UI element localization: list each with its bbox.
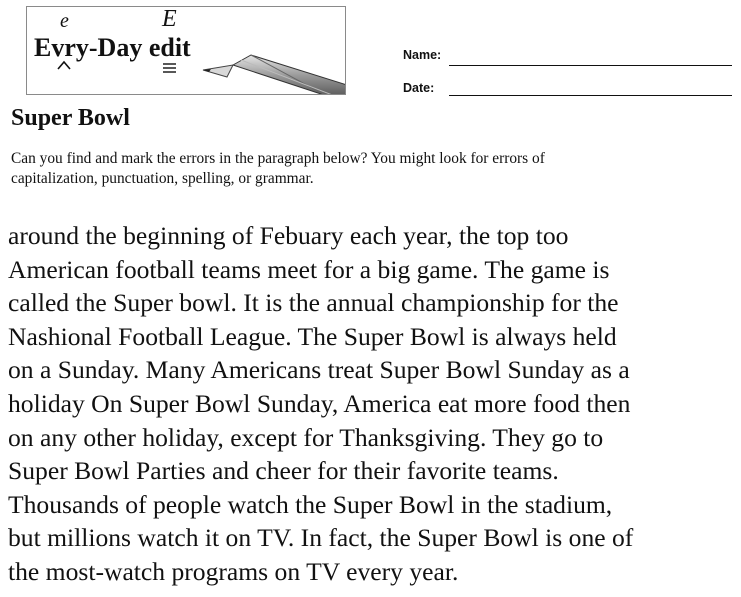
- edit-paragraph: [8, 219, 736, 589]
- paragraph-line: around the beginning of Febuary each year, the top too: [8, 221, 569, 250]
- logo-correction-capital: E: [162, 6, 177, 32]
- instructions-line: capitalization, punctuation, spelling, or grammar.: [11, 170, 314, 187]
- instructions-line: Can you find and mark the errors in the paragraph below? You might look for errors of: [11, 150, 545, 167]
- date-label: Date:: [403, 81, 435, 95]
- paragraph-line: the most-watch programs on TV every year.: [8, 556, 459, 586]
- paragraph-line: American football teams meet for a big game. The game is: [8, 254, 610, 284]
- instructions: [11, 149, 711, 189]
- paragraph-line: but millions watch it on TV. In fact, the Super Bowl is one of: [8, 523, 634, 553]
- name-label: Name:: [403, 48, 442, 62]
- paragraph-line: on a Sunday. Many Americans treat Super Bowl Sunday as a: [8, 355, 630, 385]
- paragraph-line: on any other holiday, except for Thanksgiving. They go to: [8, 422, 604, 452]
- paragraph-line: called the Super bowl. It is the annual championship for the: [8, 288, 619, 318]
- page-title: Super Bowl: [11, 105, 130, 131]
- paragraph-line: Super Bowl Parties and cheer for their favorite teams.: [8, 456, 559, 486]
- date-field[interactable]: [449, 95, 732, 96]
- paragraph-line: Thousands of people watch the Super Bowl in the stadium,: [8, 489, 613, 519]
- paragraph-line: Nashional Football League. The Super Bowl is always held: [8, 321, 617, 351]
- logo-correction-letter: e: [60, 10, 69, 32]
- logo-text: Evry-Day edit: [34, 33, 191, 62]
- paragraph-line: holiday On Super Bowl Sunday, America eat more food then: [8, 388, 631, 418]
- logo: [26, 6, 346, 95]
- name-field[interactable]: [449, 65, 732, 66]
